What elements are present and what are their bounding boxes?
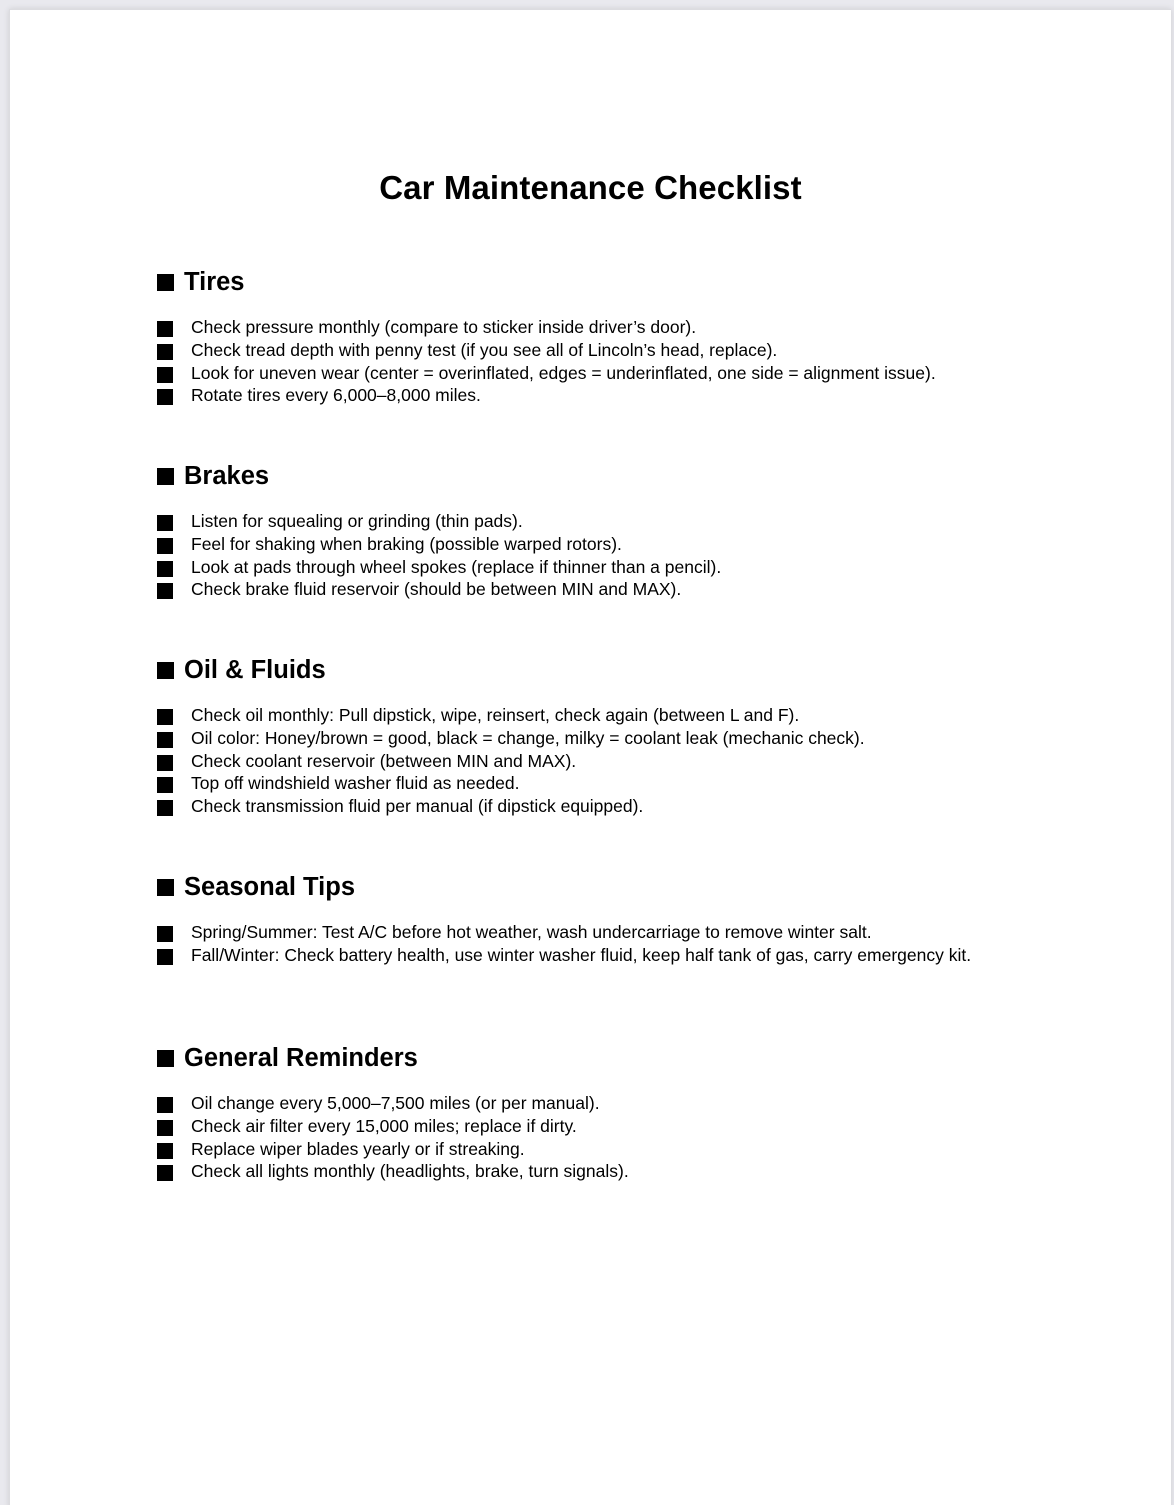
checkbox-square-icon (157, 1143, 173, 1159)
checklist-item-text: Oil change every 5,000–7,500 miles (or per manual). (191, 1093, 600, 1113)
checklist-item-text: Check brake fluid reservoir (should be between MIN and MAX). (191, 579, 682, 600)
section-heading (157, 266, 1037, 298)
checklist (157, 316, 1037, 407)
checklist-item-text: Check oil monthly: Pull dipstick, wipe, reinsert, check again (between L and F). (191, 705, 800, 725)
checkbox-square-icon (157, 1097, 173, 1113)
checklist (157, 704, 1037, 818)
section-heading-text: Brakes (184, 462, 270, 490)
checkbox-square-icon (157, 949, 173, 965)
checklist-item (157, 1138, 1037, 1161)
checklist-item (157, 384, 1037, 407)
checklist-item (157, 795, 1037, 818)
checklist-item (157, 339, 1037, 362)
checklist-item (157, 704, 1037, 727)
square-bullet-icon (157, 879, 174, 896)
checklist-item-text: Listen for squealing or grinding (thin pads). (191, 511, 523, 531)
square-bullet-icon (157, 662, 174, 679)
section-seasonal-tips (157, 871, 1037, 967)
checklist-item-text: Check all lights monthly (headlights, brake, turn signals). (191, 1161, 629, 1182)
checkbox-square-icon (157, 389, 173, 405)
section-tires (157, 266, 1037, 407)
section-heading (157, 460, 1037, 492)
section-heading-text: General Reminders (184, 1044, 418, 1072)
section-oil-fluids (157, 654, 1037, 818)
section-heading-text: Seasonal Tips (184, 873, 356, 901)
checklist-item-text: Look at pads through wheel spokes (replace if thinner than a pencil). (191, 556, 722, 577)
checklist-item-text: Spring/Summer: Test A/C before hot weather, wash undercarriage to remove winter salt. (191, 922, 872, 942)
checklist (157, 1092, 1037, 1183)
section-brakes (157, 460, 1037, 601)
checklist-item (157, 944, 1037, 967)
square-bullet-icon (157, 468, 174, 485)
checkbox-square-icon (157, 583, 173, 599)
checkbox-square-icon (157, 777, 173, 793)
checklist-item-text: Replace wiper blades yearly or if streaking. (191, 1138, 525, 1159)
checklist-item (157, 510, 1037, 533)
page-title: Car Maintenance Checklist (379, 169, 802, 206)
checklist-item (157, 921, 1037, 944)
section-heading-text: Oil & Fluids (184, 656, 326, 684)
checkbox-square-icon (157, 926, 173, 942)
checklist-item (157, 1160, 1037, 1183)
checklist (157, 921, 1037, 967)
checklist-item-text: Fall/Winter: Check battery health, use winter washer fluid, keep half tank of gas, carry emergency kit. (191, 944, 972, 965)
checklist-item (157, 316, 1037, 339)
checklist-item-text: Oil color: Honey/brown = good, black = change, milky = coolant leak (mechanic check). (191, 727, 865, 748)
checklist-item (157, 1115, 1037, 1138)
checkbox-square-icon (157, 321, 173, 337)
checkbox-square-icon (157, 755, 173, 771)
checklist-item-text: Check transmission fluid per manual (if dipstick equipped). (191, 796, 644, 817)
section-heading-text: Tires (184, 268, 245, 296)
checklist-item-text: Check coolant reservoir (between MIN and MAX). (191, 750, 577, 771)
checklist-item (157, 750, 1037, 773)
checklist-item (157, 362, 1037, 385)
square-bullet-icon (157, 274, 174, 291)
checkbox-square-icon (157, 732, 173, 748)
checkbox-square-icon (157, 561, 173, 577)
checkbox-square-icon (157, 800, 173, 816)
checklist-item (157, 727, 1037, 750)
checkbox-square-icon (157, 344, 173, 360)
checkbox-square-icon (157, 367, 173, 383)
checklist (157, 510, 1037, 601)
checklist-item-text: Check tread depth with penny test (if you see all of Lincoln’s head, replace). (191, 339, 778, 360)
checkbox-square-icon (157, 709, 173, 725)
checklist-item (157, 772, 1037, 795)
checklist-item-text: Check pressure monthly (compare to sticker inside driver’s door). (191, 317, 697, 337)
document-page (9, 9, 1171, 1505)
checklist-item-text: Check air filter every 15,000 miles; replace if dirty. (191, 1115, 577, 1136)
checklist-item-text: Rotate tires every 6,000–8,000 miles. (191, 385, 481, 406)
checklist-item-text: Feel for shaking when braking (possible warped rotors). (191, 533, 622, 554)
checkbox-square-icon (157, 515, 173, 531)
section-heading (157, 1042, 1037, 1074)
checkbox-square-icon (157, 1165, 173, 1181)
checklist-item-text: Look for uneven wear (center = overinflated, edges = underinflated, one side = alignment issue). (191, 362, 936, 383)
checklist-item-text: Top off windshield washer fluid as needed. (191, 773, 520, 794)
checklist-item (157, 556, 1037, 579)
section-general-reminders (157, 1042, 1037, 1183)
checklist-item (157, 1092, 1037, 1115)
section-heading (157, 654, 1037, 686)
square-bullet-icon (157, 1050, 174, 1067)
checkbox-square-icon (157, 1120, 173, 1136)
checklist-item (157, 533, 1037, 556)
section-heading (157, 871, 1037, 903)
checklist-item (157, 578, 1037, 601)
checkbox-square-icon (157, 538, 173, 554)
